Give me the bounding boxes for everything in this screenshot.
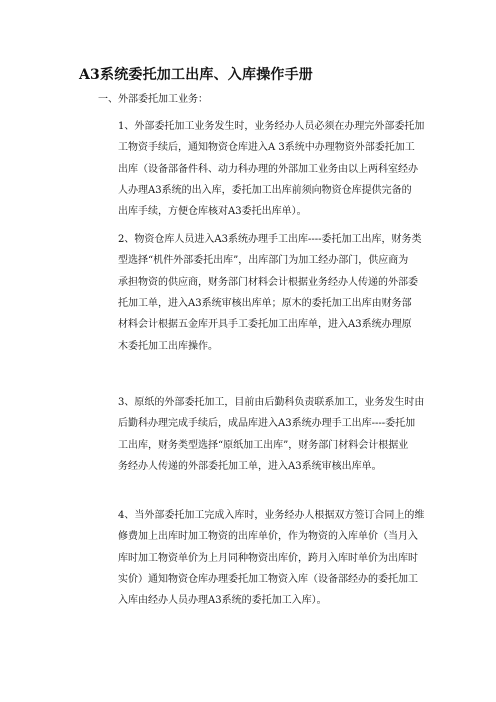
- paragraph-line: 人办理A3系统的出入库，委托加工出库前须向物资仓库提供完备的: [118, 185, 412, 196]
- paragraph-first-line: 4、当外部委托加工完成入库时，业务经办人根据双方签订合同上的维: [118, 510, 425, 521]
- paragraph-first-line: 1、外部委托加工业务发生时，业务经办人员必须在办理完外部委托加: [118, 121, 425, 132]
- paragraph-line: 后勤科办理完成手续后，成品库进入A3系统办理手工出库----委托加: [118, 418, 416, 429]
- paragraph-line: 工物资手续后，通知物资仓库进入A 3系统中办理物资外部委托加工: [118, 142, 415, 153]
- document-title: A3系统委托加工出库、入库操作手册: [79, 67, 314, 83]
- paragraph-line: 出库（设备部备件科、动力科办理的外部加工业务由以上两科室经办: [118, 164, 418, 175]
- section-heading: 一、外部委托加工业务：: [98, 94, 208, 105]
- paragraph-first-line: 3、原纸的外部委托加工，目前由后勤科负责联系加工，业务发生时由: [118, 397, 425, 408]
- paragraph-line: 托加工单，进入A3系统审核出库单；原木的委托加工出库由财务部: [118, 298, 412, 309]
- paragraph-line: 务经办人传递的外部委托加工单，进入A3系统审核出库单。: [118, 461, 382, 472]
- paragraph-line: 承担物资的供应商，财务部门材料会计根据业务经办人传递的外部委: [118, 277, 418, 288]
- paragraph-line: 修费加上出库时加工物资的出库单价，作为物资的入库单价（当月入: [118, 531, 418, 542]
- paragraph-line: 出库手续，方便仓库核对A3委托出库单）。: [118, 206, 307, 217]
- paragraph-line: 型选择“机件外部委托出库”，出库部门为加工经办部门，供应商为: [118, 255, 409, 266]
- paragraph-first-line: 2、物资仓库人员进入A3系统办理手工出库----委托加工出库，财务类: [118, 234, 422, 245]
- paragraph-line: 实价）通知物资仓库办理委托加工物资入库（设备部经办的委托加工: [118, 574, 418, 585]
- paragraph-line: 材料会计根据五金库开具手工委托加工出库单，进入A3系统办理原: [118, 319, 412, 330]
- paragraph-line: 工出库，财务类型选择“原纸加工出库”，财务部门材料会计根据业: [118, 440, 409, 451]
- paragraph-line: 木委托加工出库操作。: [118, 341, 218, 352]
- paragraph-line: 库时加工物资单价为上月同种物资出库价，跨月入库时单价为出库时: [118, 553, 418, 564]
- paragraph-line: 入库由经办人员办理A3系统的委托加工入库）。: [118, 595, 327, 606]
